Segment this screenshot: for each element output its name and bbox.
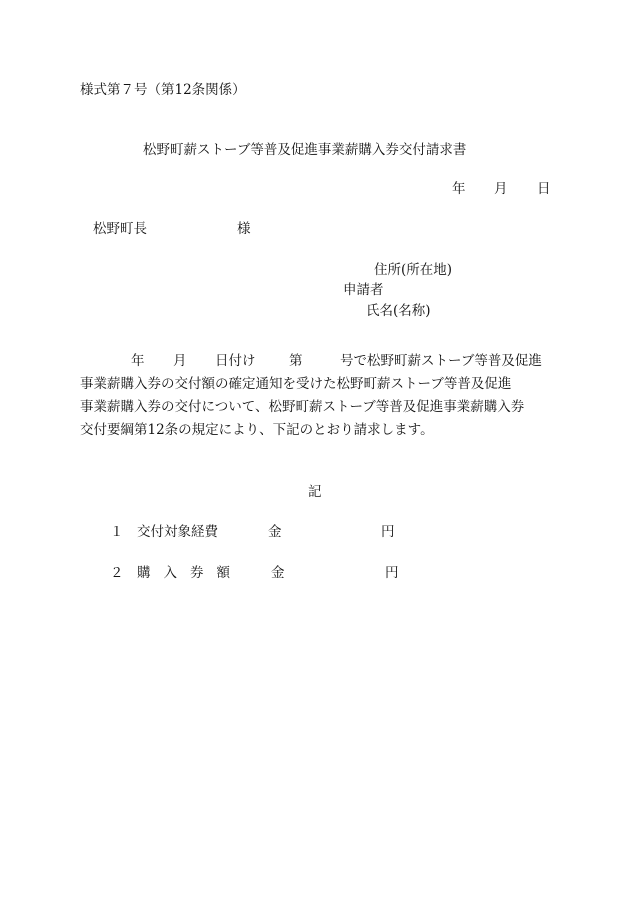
date-year: 年	[452, 181, 466, 197]
paragraph-line-2: 事業薪購入券の交付額の確定通知を受けた松野町薪ストーブ等普及促進	[80, 376, 512, 392]
blank-year: 年	[131, 353, 145, 369]
item-unit: 円	[381, 524, 395, 540]
addressee-honorific: 様	[237, 221, 251, 237]
date-day: 日	[537, 181, 551, 197]
blank-number-suffix: 号で松野町薪ストーブ等普及促進	[340, 353, 542, 369]
date-month: 月	[494, 181, 508, 197]
item-label: 購入券額	[137, 565, 243, 581]
item-label: 交付対象経費	[137, 524, 218, 540]
item-currency-prefix: 金	[268, 524, 282, 540]
form-number: 様式第７号（第12条関係）	[80, 82, 246, 98]
document-title: 松野町薪ストーブ等普及促進事業薪購入券交付請求書	[143, 142, 467, 158]
addressee-name: 松野町長	[93, 221, 147, 237]
blank-day: 日付け	[215, 353, 256, 369]
name-label: 氏名(名称)	[366, 303, 431, 319]
paragraph-line-1	[80, 351, 560, 374]
address-label: 住所(所在地)	[374, 262, 453, 278]
blank-month: 月	[173, 353, 187, 369]
request-paragraph	[80, 351, 560, 443]
paragraph-line-4: 交付要綱第12条の規定により、下記のとおり請求します。	[80, 422, 434, 438]
applicant-label: 申請者	[343, 282, 384, 298]
item-currency-prefix: 金	[271, 565, 285, 581]
paragraph-line-3: 事業薪購入券の交付について、松野町薪ストーブ等普及促進事業薪購入券	[80, 399, 525, 415]
blank-number-prefix: 第	[289, 353, 303, 369]
ki-heading: 記	[308, 484, 322, 500]
item-number: ２	[110, 565, 124, 581]
item-number: １	[110, 524, 124, 540]
item-unit: 円	[385, 565, 399, 581]
